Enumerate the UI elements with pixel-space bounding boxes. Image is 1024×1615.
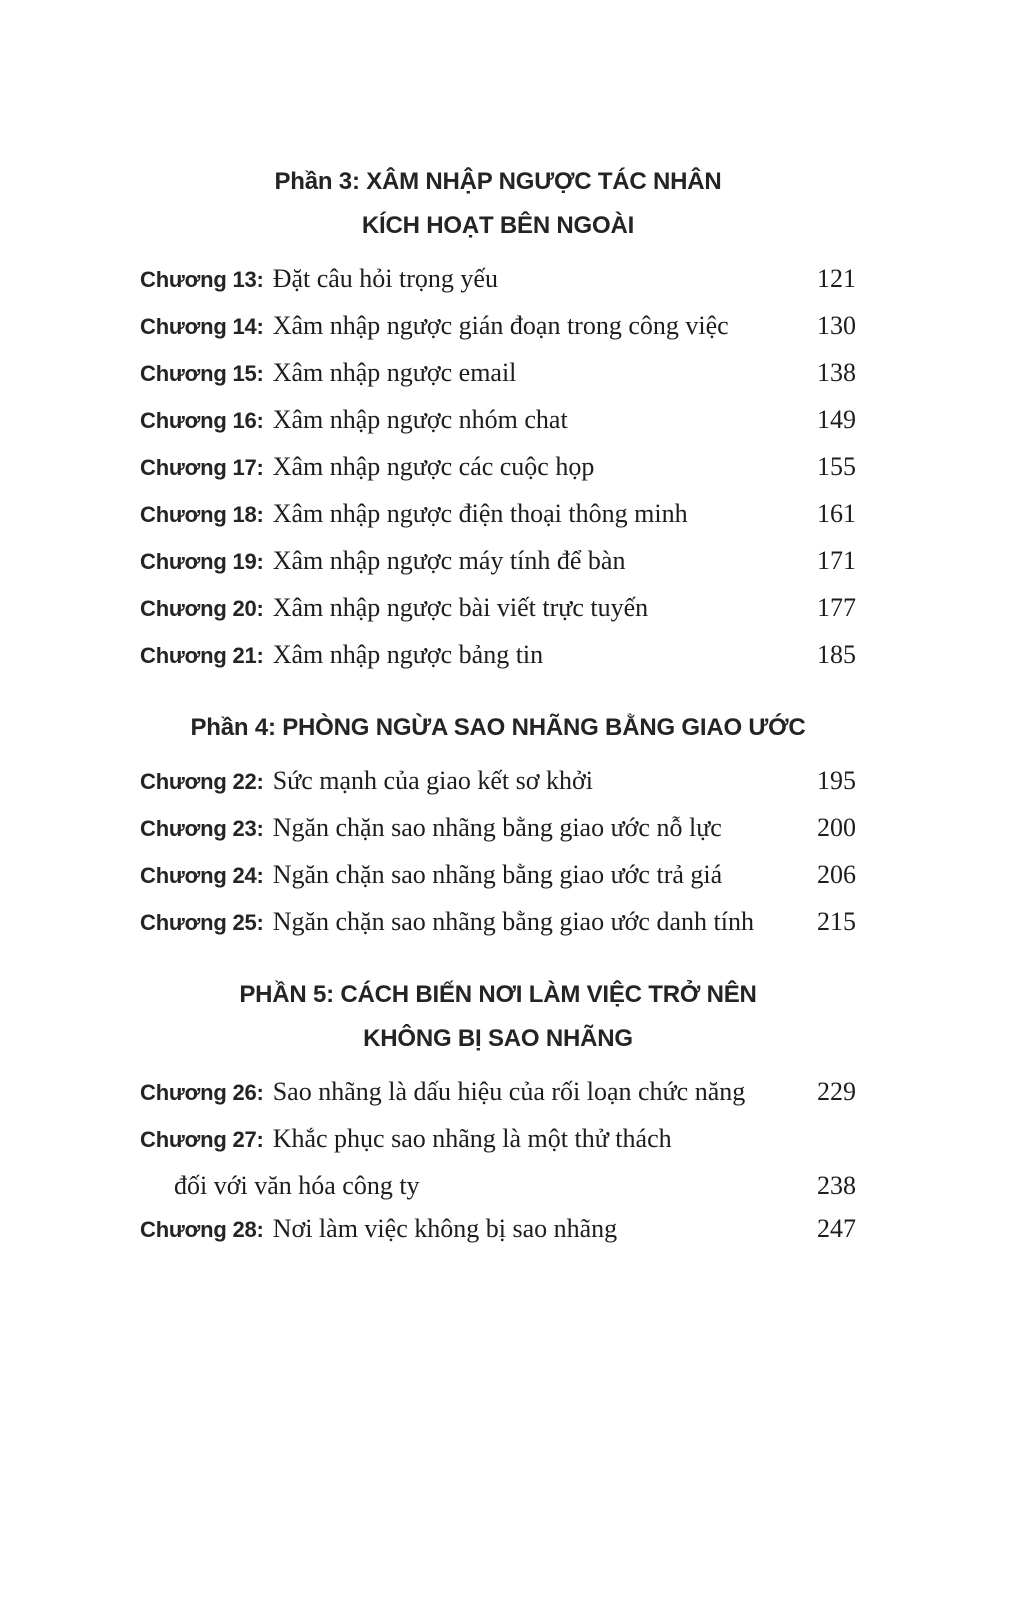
chapter-label: Chương 23: xyxy=(140,816,264,841)
chapter-label: Chương 22: xyxy=(140,769,264,794)
toc-entry-text xyxy=(140,633,807,680)
toc-entry-text xyxy=(140,539,807,586)
chapter-title: Xâm nhập ngược gián đoạn trong công việc xyxy=(272,311,729,340)
chapter-title: Khắc phục sao nhãng là một thử thách xyxy=(272,1124,672,1153)
toc-entry-text xyxy=(140,304,807,351)
chapter-label: Chương 13: xyxy=(140,267,264,292)
page-number: 121 xyxy=(817,264,856,293)
page-number: 238 xyxy=(817,1171,856,1200)
page-number: 247 xyxy=(817,1214,856,1243)
toc-entry xyxy=(140,398,856,445)
chapter-label: Chương 28: xyxy=(140,1217,264,1242)
toc-entry xyxy=(140,1070,856,1117)
chapter-label: Chương 16: xyxy=(140,408,264,433)
page-number: 215 xyxy=(817,907,856,936)
chapter-title-continuation: đối với văn hóa công ty xyxy=(174,1171,420,1200)
toc-page xyxy=(140,0,856,1254)
toc-entry-text xyxy=(140,257,807,304)
chapter-title: Ngăn chặn sao nhãng bằng giao ước trả giá xyxy=(272,860,723,889)
toc-entry-text xyxy=(140,1117,856,1164)
chapter-title: Xâm nhập ngược điện thoại thông minh xyxy=(272,499,688,528)
chapter-list xyxy=(140,1070,856,1254)
page-number: 185 xyxy=(817,640,856,669)
section-heading xyxy=(140,973,856,1061)
section-heading xyxy=(140,160,856,248)
toc-section-part-5 xyxy=(140,973,856,1254)
toc-entry xyxy=(140,633,856,680)
toc-entry-text xyxy=(140,853,807,900)
toc-entry-text xyxy=(140,445,807,492)
chapter-title: Xâm nhập ngược bảng tin xyxy=(272,640,544,669)
section-heading-line: PHẦN 5: CÁCH BIẾN NƠI LÀM VIỆC TRỞ NÊN xyxy=(239,981,757,1008)
page-number: 149 xyxy=(817,405,856,434)
chapter-title: Xâm nhập ngược các cuộc họp xyxy=(272,452,595,481)
page-number: 130 xyxy=(817,311,856,340)
chapter-label: Chương 26: xyxy=(140,1080,264,1105)
page-number: 177 xyxy=(817,593,856,622)
chapter-label: Chương 19: xyxy=(140,549,264,574)
page-number: 195 xyxy=(817,766,856,795)
toc-entry-text xyxy=(140,806,807,853)
toc-section-part-4 xyxy=(140,706,856,947)
toc-entry xyxy=(140,304,856,351)
section-heading-line: KÍCH HOẠT BÊN NGOÀI xyxy=(361,212,635,239)
page-number: 171 xyxy=(817,546,856,575)
page-number: 138 xyxy=(817,358,856,387)
toc-entry-text xyxy=(140,1070,807,1117)
chapter-list xyxy=(140,759,856,947)
chapter-title: Đặt câu hỏi trọng yếu xyxy=(272,264,498,293)
chapter-title: Sao nhãng là dấu hiệu của rối loạn chức năng xyxy=(272,1077,746,1106)
toc-entry xyxy=(140,853,856,900)
chapter-title: Ngăn chặn sao nhãng bằng giao ước danh tính xyxy=(272,907,754,936)
page-number: 206 xyxy=(817,860,856,889)
section-heading xyxy=(140,706,856,750)
page-number: 161 xyxy=(817,499,856,528)
toc-entry-text xyxy=(140,586,807,633)
toc-entry-text xyxy=(140,1207,807,1254)
chapter-label: Chương 20: xyxy=(140,596,264,621)
chapter-label: Chương 25: xyxy=(140,910,264,935)
chapter-label: Chương 27: xyxy=(140,1127,264,1152)
chapter-label: Chương 15: xyxy=(140,361,264,386)
section-heading-line: Phần 3: XÂM NHẬP NGƯỢC TÁC NHÂN xyxy=(274,168,722,195)
section-heading-line: KHÔNG BỊ SAO NHÃNG xyxy=(363,1025,633,1052)
toc-entry xyxy=(140,759,856,806)
toc-entry xyxy=(140,351,856,398)
toc-entry xyxy=(140,806,856,853)
chapter-title: Nơi làm việc không bị sao nhãng xyxy=(272,1214,618,1243)
page-number: 155 xyxy=(817,452,856,481)
chapter-title: Ngăn chặn sao nhãng bằng giao ước nỗ lực xyxy=(272,813,722,842)
page-number: 200 xyxy=(817,813,856,842)
toc-entry xyxy=(140,586,856,633)
chapter-label: Chương 21: xyxy=(140,643,264,668)
toc-entry-text xyxy=(140,759,807,806)
chapter-label: Chương 24: xyxy=(140,863,264,888)
chapter-list xyxy=(140,257,856,680)
section-heading-line: Phần 4: PHÒNG NGỪA SAO NHÃNG BẰNG GIAO ƯỚC xyxy=(190,714,806,741)
toc-entry xyxy=(140,492,856,539)
chapter-title: Xâm nhập ngược email xyxy=(272,358,517,387)
toc-section-part-3 xyxy=(140,160,856,680)
toc-entry-text xyxy=(140,351,807,398)
toc-entry xyxy=(140,539,856,586)
toc-entry-text xyxy=(140,492,807,539)
chapter-title: Xâm nhập ngược nhóm chat xyxy=(272,405,568,434)
chapter-title: Xâm nhập ngược bài viết trực tuyến xyxy=(272,593,649,622)
page-number: 229 xyxy=(817,1077,856,1106)
toc-entry-text xyxy=(140,900,807,947)
chapter-label: Chương 18: xyxy=(140,502,264,527)
chapter-label: Chương 17: xyxy=(140,455,264,480)
toc-entry-text xyxy=(140,398,807,445)
chapter-title: Sức mạnh của giao kết sơ khởi xyxy=(272,766,593,795)
toc-entry xyxy=(140,1117,856,1164)
toc-entry xyxy=(140,257,856,304)
chapter-title: Xâm nhập ngược máy tính để bàn xyxy=(272,546,626,575)
toc-entry xyxy=(140,900,856,947)
chapter-label: Chương 14: xyxy=(140,314,264,339)
toc-entry xyxy=(140,445,856,492)
toc-entry-continuation xyxy=(140,1164,856,1207)
toc-entry xyxy=(140,1207,856,1254)
